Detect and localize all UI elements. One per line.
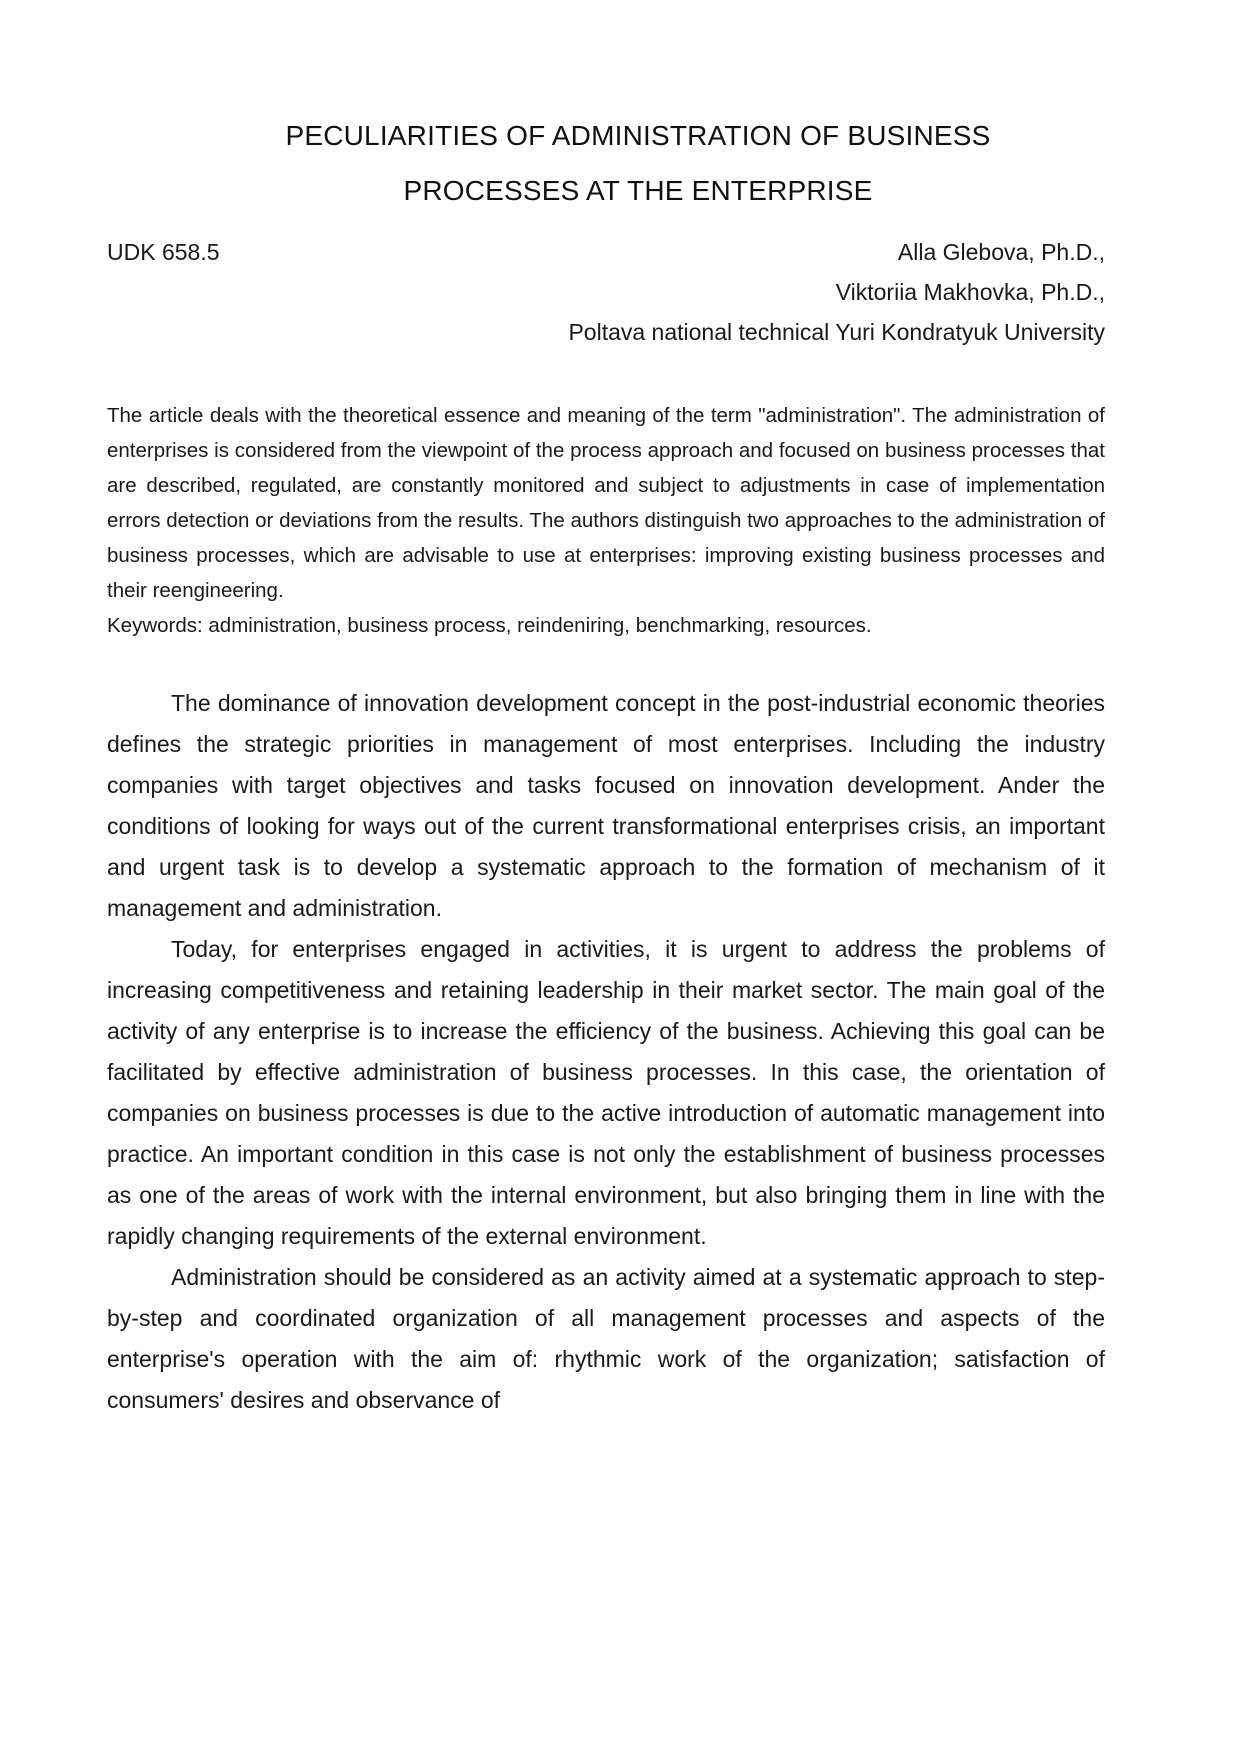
keywords-line: Keywords: administration, business process, reindeniring, benchmarking, resources. bbox=[107, 614, 872, 637]
authors-block bbox=[107, 232, 1105, 352]
author-line-2: Viktoriia Makhovka, Ph.D., bbox=[835, 279, 1105, 305]
paper-title-line-2: PROCESSES AT THE ENTERPRISE bbox=[403, 175, 873, 206]
author-affiliation: Poltava national technical Yuri Kondratyuk University bbox=[568, 319, 1105, 345]
paper-title-line-1: PECULIARITIES OF ADMINISTRATION OF BUSINESS bbox=[285, 120, 991, 151]
author-line-1: Alla Glebova, Ph.D., bbox=[897, 239, 1105, 265]
abstract-text: The article deals with the theoretical essence and meaning of the term "administration". The administration of enterprises is considered from the viewpoint of the process approach and focused on business processes that are described, regulated, are constantly monitored and subject to adjustments in case of implementation errors detection or deviations from the results. The authors distinguish two approaches to the administration of business processes, which are advisable to use at enterprises: improving existing business processes and their reengineering. bbox=[107, 404, 1105, 602]
body-paragraph-1: The dominance of innovation development concept in the post-industrial economic theories defines the strategic priorities in management of most enterprises. Including the industry companies with target objectives and tasks focused on innovation development. Ander the conditions of looking for ways out of the current transformational enterprises crisis, an important and urgent task is to develop a systematic approach to the formation of mechanism of it management and administration. bbox=[107, 690, 1105, 921]
udk-number: UDK 658.5 bbox=[107, 239, 220, 265]
body-paragraph-2: Today, for enterprises engaged in activities, it is urgent to address the problems of increasing competitiveness and retaining leadership in their market sector. The main goal of the activity of any enterprise is to increase the efficiency of the business. Achieving this goal can be facilitated by effective administration of business processes. In this case, the orientation of companies on business processes is due to the active introduction of automatic management into practice. An important condition in this case is not only the establishment of business processes as one of the areas of work with the internal environment, but also bringing them in line with the rapidly changing requirements of the external environment. bbox=[107, 936, 1105, 1249]
meta-block bbox=[107, 232, 1105, 352]
body-section bbox=[107, 683, 1105, 1421]
abstract-section bbox=[107, 398, 1105, 643]
paper-title bbox=[171, 108, 1105, 218]
body-paragraph-3: Administration should be considered as an activity aimed at a systematic approach to step-by-step and coordinated organization of all management processes and aspects of the enterprise's operation with the aim of: rhythmic work of the organization; satisfaction of consumers' desires and observance of bbox=[107, 1264, 1105, 1413]
